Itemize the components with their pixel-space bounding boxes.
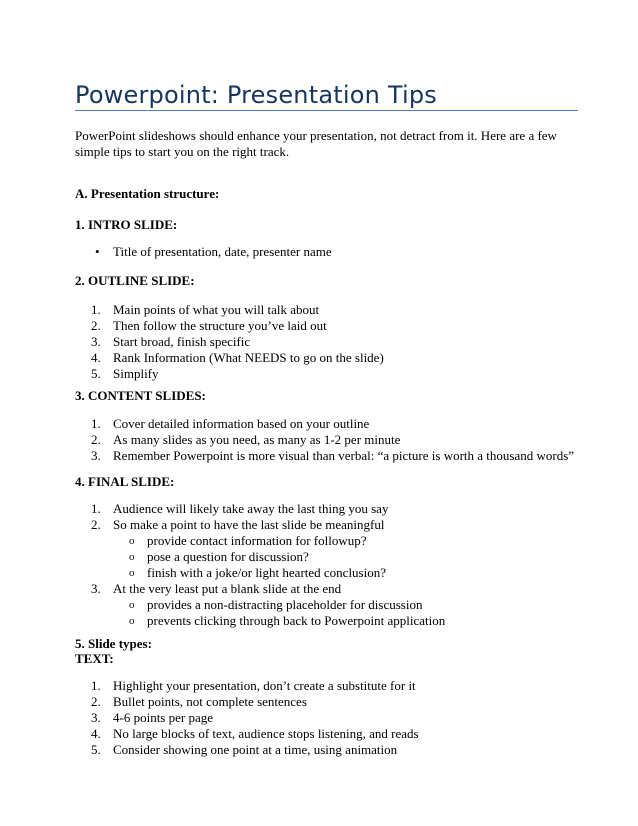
- sub-marker: o: [129, 599, 135, 611]
- content-slides-list: [75, 416, 574, 464]
- list-item: [75, 710, 419, 726]
- list-item-text: Main points of what you will talk about: [113, 302, 320, 317]
- list-item: [75, 416, 574, 432]
- number-marker: 3.: [91, 334, 101, 349]
- outline-slide-heading: 2. OUTLINE SLIDE:: [75, 273, 195, 288]
- list-item: [75, 726, 419, 742]
- sub-list-item: [75, 549, 445, 565]
- list-item-text: Consider showing one point at a time, using animation: [113, 742, 398, 757]
- number-marker: 4.: [91, 726, 101, 741]
- text-subheading: TEXT:: [75, 651, 114, 666]
- list-item: [75, 432, 574, 448]
- list-item-text: At the very least put a blank slide at the end: [113, 581, 342, 596]
- final-slide-list: [75, 501, 445, 629]
- list-item-text: Title of presentation, date, presenter name: [113, 244, 332, 259]
- list-item: [75, 244, 332, 260]
- list-item: [75, 501, 445, 517]
- list-item-text: No large blocks of text, audience stops listening, and reads: [113, 726, 419, 741]
- number-marker: 5.: [91, 742, 101, 757]
- sub-list-item-text: pose a question for discussion?: [147, 549, 309, 564]
- list-item-text: As many slides as you need, as many as 1-2 per minute: [113, 432, 401, 447]
- number-marker: 1.: [91, 416, 101, 431]
- list-item: [75, 678, 419, 694]
- intro-slide-heading: 1. INTRO SLIDE:: [75, 217, 178, 232]
- sub-list-item-text: provides a non-distracting placeholder for discussion: [147, 597, 423, 612]
- sub-list-item: [75, 533, 445, 549]
- intro-slide-list: [75, 244, 332, 260]
- list-item-text: Then follow the structure you’ve laid out: [113, 318, 327, 333]
- number-marker: 3.: [91, 581, 101, 596]
- sub-marker: o: [129, 615, 135, 627]
- number-marker: 3.: [91, 710, 101, 725]
- list-item-text: Highlight your presentation, don’t create a substitute for it: [113, 678, 416, 693]
- number-marker: 2.: [91, 694, 101, 709]
- title-underline: [75, 110, 578, 111]
- sub-list-item: [75, 597, 445, 613]
- final-slide-heading: 4. FINAL SLIDE:: [75, 474, 175, 489]
- list-item-text: Rank Information (What NEEDS to go on the slide): [113, 350, 384, 365]
- list-item-text: Remember Powerpoint is more visual than verbal: “a picture is worth a thousand words”: [113, 448, 575, 463]
- sub-list-item-text: provide contact information for followup?: [147, 533, 367, 548]
- sub-marker: o: [129, 551, 135, 563]
- page-title: Powerpoint: Presentation Tips: [75, 81, 437, 109]
- content-slides-heading: 3. CONTENT SLIDES:: [75, 388, 206, 403]
- number-marker: 2.: [91, 432, 101, 447]
- list-item: [75, 350, 384, 366]
- slide-types-list: [75, 678, 419, 758]
- outline-slide-list: [75, 302, 384, 382]
- list-item: [75, 581, 445, 597]
- number-marker: 1.: [91, 501, 101, 516]
- list-item-text: Cover detailed information based on your outline: [113, 416, 370, 431]
- structure-heading: A. Presentation structure:: [75, 186, 220, 201]
- list-item-text: Start broad, finish specific: [113, 334, 251, 349]
- list-item: [75, 448, 574, 464]
- slide-types-heading: 5. Slide types:: [75, 636, 152, 651]
- list-item-text: Audience will likely take away the last thing you say: [113, 501, 389, 516]
- sub-marker: o: [129, 567, 135, 579]
- number-marker: 2.: [91, 517, 101, 532]
- number-marker: 5.: [91, 366, 101, 381]
- number-marker: 2.: [91, 318, 101, 333]
- sub-list-item-text: prevents clicking through back to Powerpoint application: [147, 613, 446, 628]
- list-item: [75, 742, 419, 758]
- list-item-text: Bullet points, not complete sentences: [113, 694, 307, 709]
- list-item: [75, 334, 384, 350]
- sub-marker: o: [129, 535, 135, 547]
- list-item-text: 4-6 points per page: [113, 710, 214, 725]
- list-item-text: Simplify: [113, 366, 159, 381]
- list-item-text: So make a point to have the last slide be meaningful: [113, 517, 385, 532]
- intro-paragraph: PowerPoint slideshows should enhance your presentation, not detract from it. Here are a few simple tips to start you on the right track.: [75, 128, 557, 159]
- number-marker: 1.: [91, 678, 101, 693]
- list-item: [75, 694, 419, 710]
- sub-list-item-text: finish with a joke/or light hearted conclusion?: [147, 565, 386, 580]
- number-marker: 4.: [91, 350, 101, 365]
- number-marker: 3.: [91, 448, 101, 463]
- list-item: [75, 318, 384, 334]
- list-item: [75, 302, 384, 318]
- list-item: [75, 366, 384, 382]
- number-marker: 1.: [91, 302, 101, 317]
- bullet-marker: •: [95, 244, 100, 259]
- list-item: [75, 517, 445, 533]
- sub-list-item: [75, 613, 445, 629]
- sub-list-item: [75, 565, 445, 581]
